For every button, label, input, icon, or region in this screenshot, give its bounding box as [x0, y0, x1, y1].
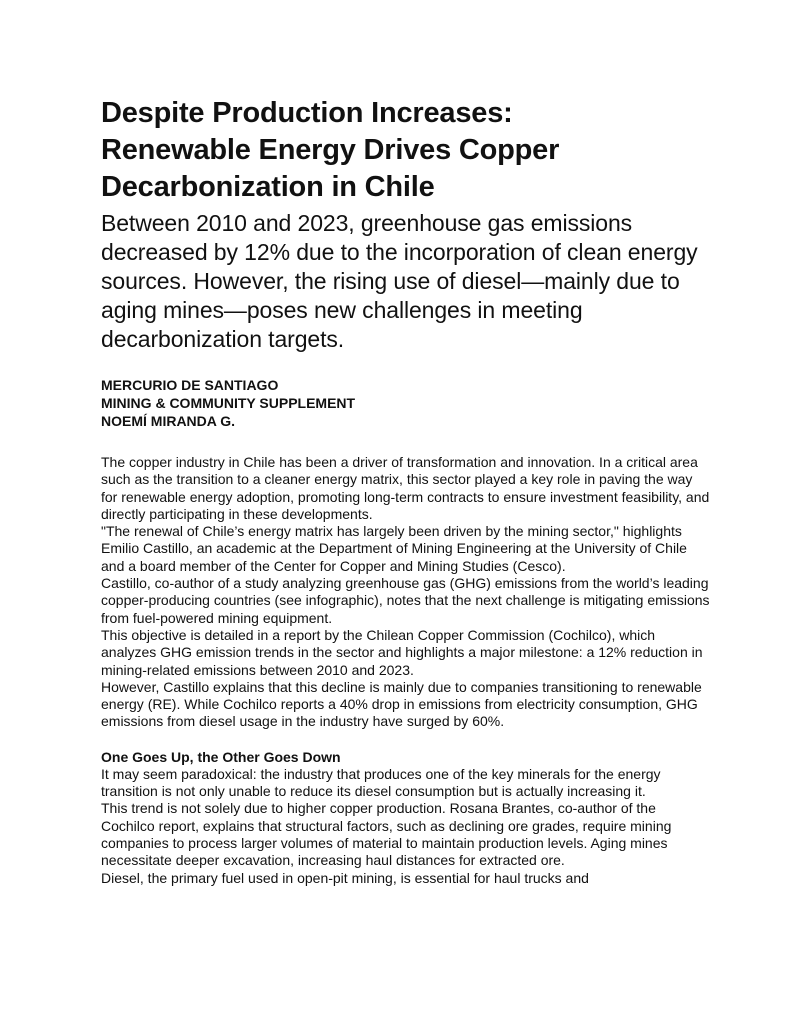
body-paragraph: Castillo, co-author of a study analyzing greenhouse gas (GHG) emissions from the world’s leading copper-producing countries (see infographic), notes that the next challenge is mitigating emissions from fuel-powered mining equipment. [101, 575, 710, 626]
headline-line: Renewable Energy Drives Copper [101, 134, 560, 166]
body-paragraph: Diesel, the primary fuel used in open-pit mining, is essential for haul trucks and [101, 869, 589, 886]
article [101, 95, 711, 887]
body-paragraph: The copper industry in Chile has been a driver of transformation and innovation. In a critical area such as the transition to a cleaner energy matrix, this sector played a key role in paving the way for renewable energy adoption, promoting long-term contracts to ensure investment feasibility, and directly participating in these developments. [101, 454, 710, 522]
article-body [101, 454, 711, 887]
headline-line: Despite Production Increases: [101, 97, 513, 129]
body-paragraph: This objective is detailed in a report by the Chilean Copper Commission (Cochilco), which analyzes GHG emission trends in the sector and highlights a major milestone: a 12% reduction in mining-related emissions between 2010 and 2023. [101, 626, 703, 678]
body-paragraph: It may seem paradoxical: the industry that produces one of the key minerals for the energy transition is not only unable to reduce its diesel consumption but is actually increasing it. [101, 765, 661, 800]
body-paragraph: However, Castillo explains that this decline is mainly due to companies transitioning to renewable energy (RE). While Cochilco reports a 40% drop in emissions from electricity consumption, GHG emissions from diesel usage in the industry have surged by 60%. [101, 678, 702, 730]
byline-author: NOEMÍ MIRANDA G. [101, 413, 236, 429]
byline-publication: MERCURIO DE SANTIAGO [101, 377, 279, 393]
body-paragraph: This trend is not solely due to higher copper production. Rosana Brantes, co-author of the Cochilco report, explains that structural factors, such as declining ore grades, require mining companies to process larger volumes of material to maintain production levels. Aging mines necessitate deeper excavation, increasing haul distances for extracted ore. [101, 800, 672, 869]
headline [101, 95, 711, 206]
dek: Between 2010 and 2023, greenhouse gas emissions decreased by 12% due to the incorporation of clean energy sources. However, the rising use of diesel—mainly due to aging mines—poses new challenges in meeting decarbonization targets. [101, 210, 698, 352]
body-paragraph: "The renewal of Chile’s energy matrix has largely been driven by the mining sector," highlights Emilio Castillo, an academic at the Department of Mining Engineering at the University of Chile and a board member of the Center for Copper and Mining Studies (Cesco). [101, 523, 687, 574]
byline-section: MINING & COMMUNITY SUPPLEMENT [101, 395, 356, 411]
headline-line: Decarbonization in Chile [101, 171, 435, 203]
byline [101, 376, 711, 430]
section-subhead: One Goes Up, the Other Goes Down [101, 748, 341, 765]
